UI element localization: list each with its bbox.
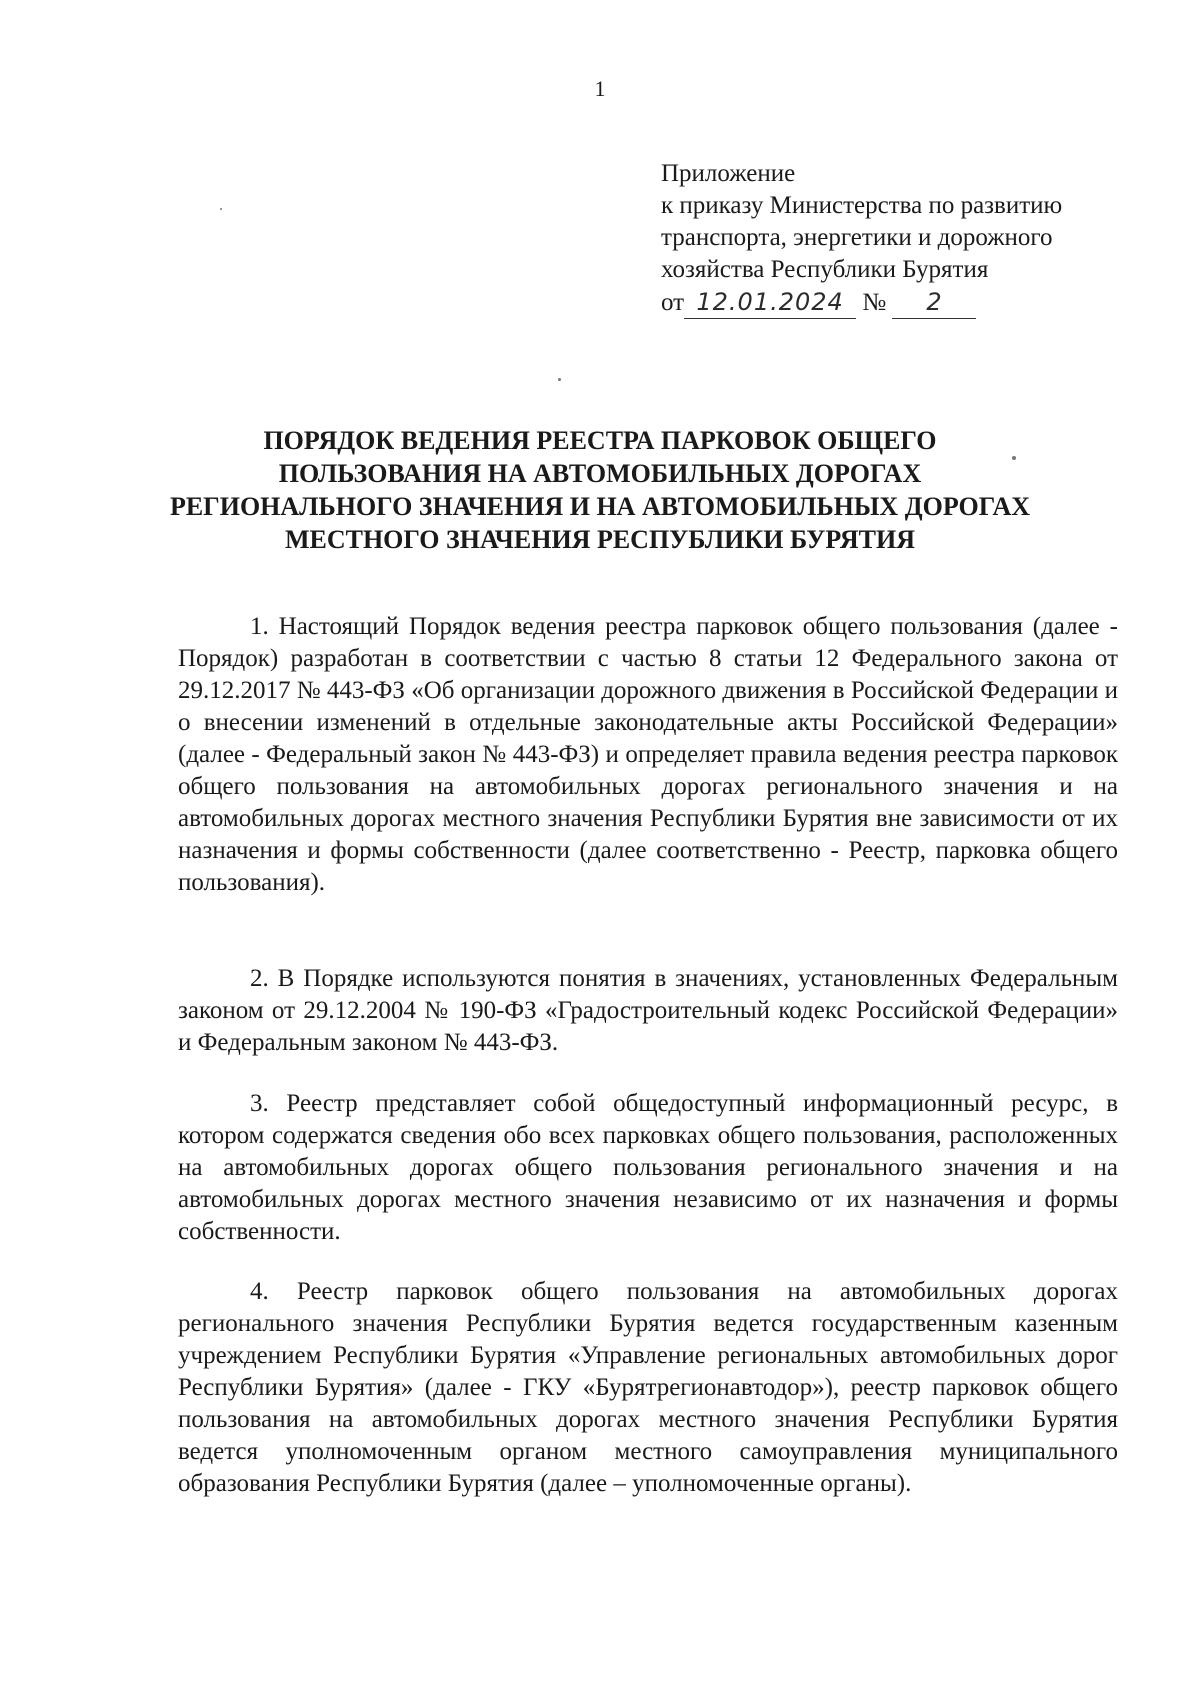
number-label: № <box>862 289 887 316</box>
document-title <box>80 424 1120 556</box>
appendix-block <box>661 158 1141 319</box>
title-line: РЕГИОНАЛЬНОГО ЗНАЧЕНИЯ И НА АВТОМОБИЛЬНЫХ ДОРОГАХ <box>169 492 1031 521</box>
order-date-number-line <box>661 286 1141 319</box>
scan-speck <box>1012 456 1016 460</box>
handwritten-date: 12.01.2024 <box>684 286 856 319</box>
appendix-line: к приказу Министерства по развитию <box>661 192 1063 219</box>
title-line: ПОЛЬЗОВАНИЯ НА АВТОМОБИЛЬНЫХ ДОРОГАХ <box>278 459 922 488</box>
from-label: от <box>661 289 685 316</box>
appendix-line: транспорта, энергетики и дорожного <box>661 224 1053 251</box>
title-line: ПОРЯДОК ВЕДЕНИЯ РЕЕСТРА ПАРКОВОК ОБЩЕГО <box>263 426 937 455</box>
paragraph-4: 4. Реестр парковок общего пользования на автомобильных дорогах регионального значения Республики Бурятия ведется государственным казенным учреждением Республики Бурятия «Управление региональных автомобильных дорог Республики Бурятия» (далее - ГКУ «Бурятрегионавтодор»), реестр парковок общего пользования на автомобильных дорогах местного значения Республики Бурятия ведется уполномоченным органом местного самоуправления муниципального образования Республики Бурятия (далее – уполномоченные органы). <box>178 1278 1118 1497</box>
appendix-heading: Приложение <box>661 160 796 187</box>
scan-speck <box>220 208 222 210</box>
title-line: МЕСТНОГО ЗНАЧЕНИЯ РЕСПУБЛИКИ БУРЯТИЯ <box>284 525 916 554</box>
scan-speck <box>558 378 561 381</box>
paragraph-3: 3. Реестр представляет собой общедоступный информационный ресурс, в котором содержатся сведения обо всех парковках общего пользования, расположенных на автомобильных дорогах общего пользования регионального значения и на автомобильных дорогах местного значения независимо от их назначения и формы собственности. <box>178 1090 1118 1245</box>
appendix-line: хозяйства Республики Бурятия <box>661 256 989 283</box>
page-number: 1 <box>594 76 606 101</box>
handwritten-number: 2 <box>892 286 976 319</box>
paragraph-1: 1. Настоящий Порядок ведения реестра парковок общего пользования (далее - Порядок) разработан в соответствии с частью 8 статьи 12 Федерального закона от 29.12.2017 № 443-ФЗ «Об организации дорожного движения в Российской Федерации и о внесении изменений в отдельные законодательные акты Российской Федерации» (далее - Федеральный закон № 443-ФЗ) и определяет правила ведения реестра парковок общего пользования на автомобильных дорогах регионального значения и на автомобильных дорогах местного значения Республики Бурятия вне зависимости от их назначения и формы собственности (далее соответственно - Реестр, парковка общего пользования). <box>178 613 1118 896</box>
paragraph-2: 2. В Порядке используются понятия в значениях, установленных Федеральным законом от 29.12.2004 № 190-ФЗ «Градостроительный кодекс Российской Федерации» и Федеральным законом № 443-ФЗ. <box>178 965 1118 1056</box>
